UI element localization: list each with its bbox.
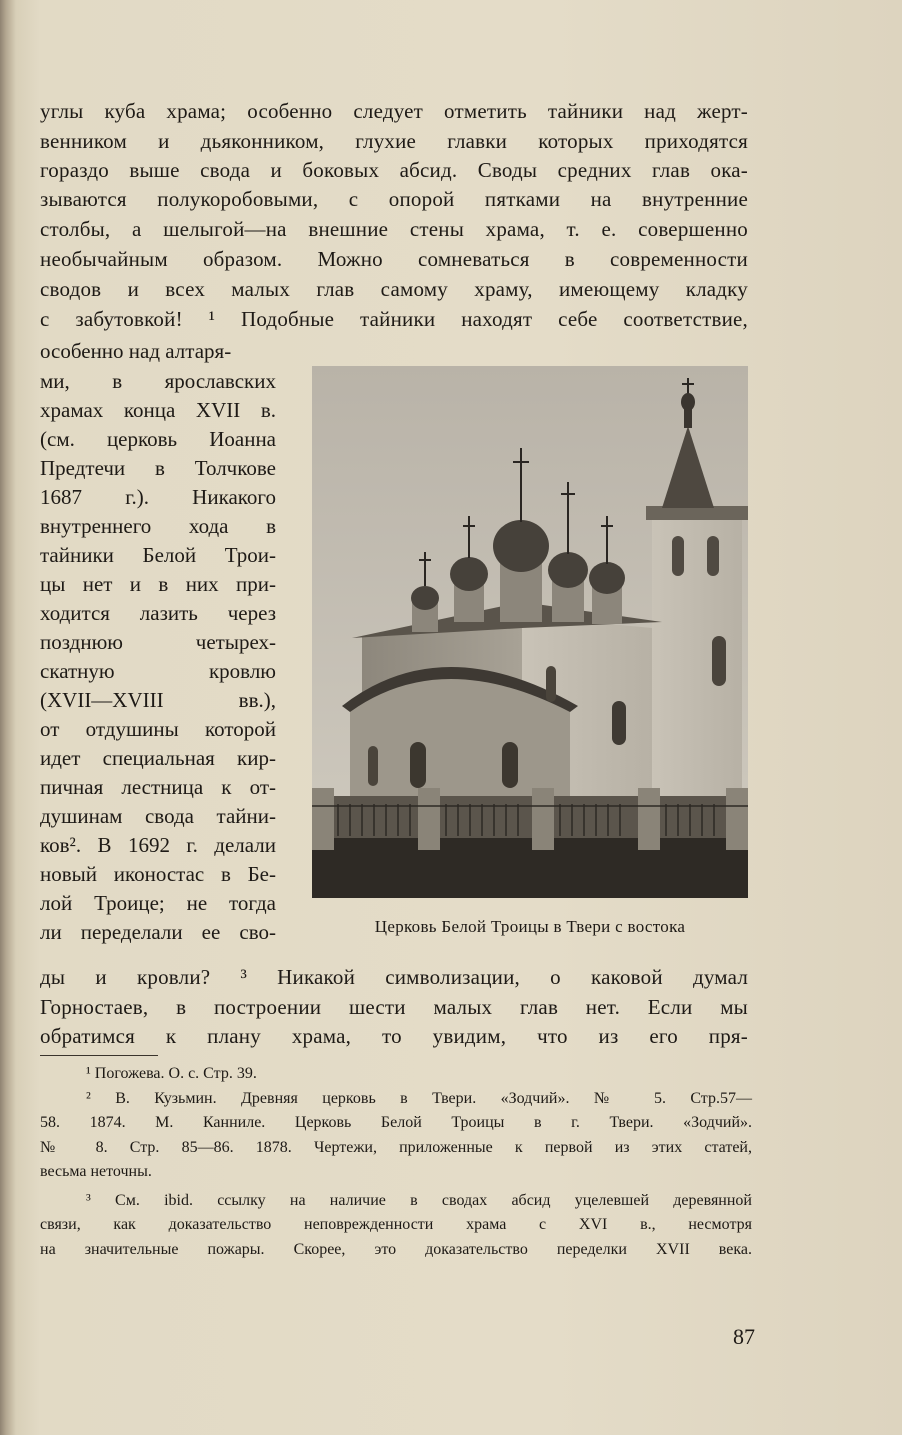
text-line: позднюю четырех-: [40, 630, 276, 654]
footnote-2-cont: 58. 1874. М. Каннилe. Церковь Белой Троицы в г. Твери. «Зодчий».: [40, 1114, 752, 1131]
church-photo: [312, 366, 748, 898]
text-line: венником и дьяконником, глухие главки которых приходятся: [40, 129, 748, 153]
text-line: 1687 г.). Никакого: [40, 485, 276, 509]
text-line: ли переделали ее сво-: [40, 920, 276, 944]
footnote-3-cont: связи, как доказательство неповрежденности храма с XVI в., несмотря: [40, 1216, 752, 1233]
text-line: зываются полукоробовыми, с опорой пятками на внутренние: [40, 187, 748, 211]
text-line: с забутовкой! ¹ Подобные тайники находят себе соответствие,: [40, 307, 748, 331]
footnote-3: ³ См. ibid. ссылку на наличие в сводах абсид уцелевшей деревянной: [86, 1192, 752, 1209]
text-line: ды и кровли? ³ Никакой символизации, о каковой думал: [40, 965, 748, 989]
footnote-rule: [40, 1055, 158, 1056]
text-line: ходится лазить через: [40, 601, 276, 625]
text-line: углы куба храма; особенно следует отметить тайники над жерт-: [40, 99, 748, 123]
footnote-3-cont: на значительные пожары. Скорее, это доказательство переделки XVII века.: [40, 1241, 752, 1258]
text-line: новый иконостас в Бе-: [40, 862, 276, 886]
footnote-1: ¹ Погожева. О. с. Стр. 39.: [86, 1065, 257, 1082]
text-line: ми, в ярославских: [40, 369, 276, 393]
text-line: внутреннего хода в: [40, 514, 276, 538]
figure-caption: Церковь Белой Троицы в Твери с востока: [374, 917, 686, 936]
text-line: сводов и всех малых глав самому храму, имеющему кладку: [40, 277, 748, 301]
text-line: Предтечи в Толчкове: [40, 456, 276, 480]
text-line: душинам свода тайни-: [40, 804, 276, 828]
text-line: особенно над алтаря-: [40, 339, 232, 363]
footnote-2-cont: весьма неточны.: [40, 1163, 152, 1180]
text-line: идет специальная кир-: [40, 746, 276, 770]
church-photo-icon: [312, 366, 748, 898]
text-line: (XVII—XVIII вв.),: [40, 688, 276, 712]
text-line: гораздо выше свода и боковых абсид. Своды средних глав ока-: [40, 158, 748, 182]
text-line: цы нет и в них при-: [40, 572, 276, 596]
text-line: обратимся к плану храма, то увидим, что из его пря-: [40, 1024, 748, 1048]
text-line: тайники Белой Трои-: [40, 543, 276, 567]
text-line: ков². В 1692 г. делали: [40, 833, 276, 857]
text-line: столбы, а шелыгой—на внешние стены храма, т. е. совершенно: [40, 217, 748, 241]
text-line: скатную кровлю: [40, 659, 276, 683]
text-line: пичная лестница к от-: [40, 775, 276, 799]
text-line: необычайным образом. Можно сомневаться в современности: [40, 247, 748, 271]
text-line: храмах конца XVII в.: [40, 398, 276, 422]
page-number: 87: [733, 1324, 755, 1349]
footnote-2: ² В. Кузьмин. Древняя церковь в Твери. «Зодчий». № 5. Стр.57—: [86, 1090, 752, 1107]
text-line: лой Троице; не тогда: [40, 891, 276, 915]
text-line: от отдушины которой: [40, 717, 276, 741]
text-line: (см. церковь Иоанна: [40, 427, 276, 451]
text-line: Горностаев, в построении шести малых глав нет. Если мы: [40, 995, 748, 1019]
footnote-2-cont: № 8. Стр. 85—86. 1878. Чертежи, приложенные к первой из этих статей,: [40, 1139, 752, 1156]
